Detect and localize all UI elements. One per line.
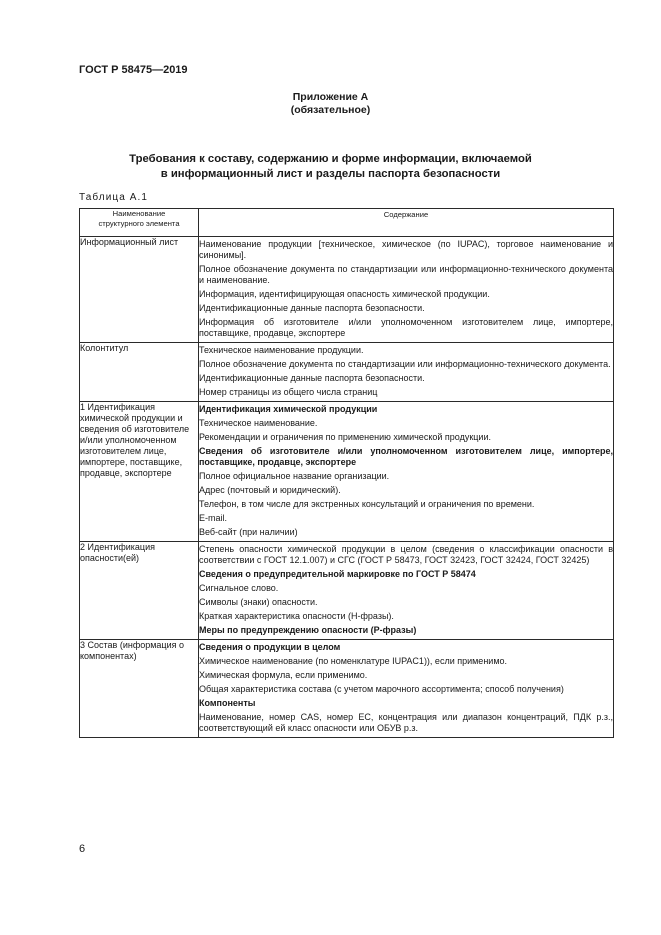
- table-body: [80, 237, 614, 738]
- appendix-title: Приложение А: [292, 91, 369, 103]
- content-subheading: Сведения о продукции в целом: [199, 642, 341, 652]
- heading-line-2: в информационный лист и разделы паспорта безопасности: [160, 168, 501, 180]
- content-line: Полное обозначение документа по стандартизации или информационно-технического документа и наименование.: [199, 264, 613, 285]
- content-subheading: Сведения об изготовителе и/или уполномоченном изготовителем лице, импортере, поставщике, продавце, экспортере: [199, 446, 613, 467]
- content-cell: [199, 402, 614, 542]
- structural-element-cell: Колонтитул: [80, 343, 199, 402]
- content-line: Рекомендации и ограничения по применению химической продукции.: [199, 432, 491, 442]
- requirements-table: [79, 208, 614, 738]
- header-col1-line2: структурного элемента: [98, 218, 180, 228]
- content-line: Информация об изготовителе и/или уполномоченном изготовителем лице, импортере, поставщике, продавце, экспортере: [199, 317, 613, 338]
- content-subheading: Идентификация химической продукции: [199, 404, 378, 414]
- table-row: [80, 343, 614, 402]
- page-number: 6: [79, 843, 86, 855]
- content-subheading: Сведения о предупредительной маркировке по ГОСТ Р 58474: [199, 569, 476, 579]
- content-line: Техническое наименование продукции.: [199, 345, 364, 355]
- heading-line-1: Требования к составу, содержанию и форме информации, включаемой: [129, 153, 532, 165]
- content-line: Информация, идентифицирующая опасность химической продукции.: [199, 289, 490, 299]
- document-code: ГОСТ Р 58475—2019: [79, 64, 188, 76]
- table-header-row: [80, 209, 614, 237]
- content-line: Сигнальное слово.: [199, 583, 279, 593]
- header-col1-line1: Наименование: [112, 209, 166, 218]
- content-line: Краткая характеристика опасности (Н-фразы).: [199, 611, 394, 621]
- section-heading: [0, 152, 661, 182]
- table-row: [80, 640, 614, 738]
- header-content: Содержание: [199, 209, 614, 237]
- content-line: Химическая формула, если применимо.: [199, 670, 368, 680]
- content-cell: [199, 640, 614, 738]
- content-line: Степень опасности химической продукции в целом (сведения о классификации опасности в соответствии с ГОСТ 12.1.007) и СГС (ГОСТ Р 58473, ГОСТ 32423, ГОСТ 32424, ГОСТ 32425): [199, 544, 613, 565]
- content-line: Идентификационные данные паспорта безопасности.: [199, 373, 425, 383]
- structural-element-cell: 1 Идентификация химической продукции и сведения об изготовителе и/или уполномоченном изготовителем лице, импортере, поставщике, продавце, экспортере: [80, 402, 199, 542]
- header-structural-element: [80, 209, 199, 237]
- content-line: Символы (знаки) опасности.: [199, 597, 318, 607]
- content-line: Химическое наименование (по номенклатуре IUPAC1)), если применимо.: [199, 656, 508, 666]
- content-line: Веб-сайт (при наличии): [199, 527, 298, 537]
- structural-element-cell: Информационный лист: [80, 237, 199, 343]
- content-line: Телефон, в том числе для экстренных консультаций и ограничения по времени.: [199, 499, 535, 509]
- content-line: Номер страницы из общего числа страниц: [199, 387, 378, 397]
- content-cell: [199, 343, 614, 402]
- content-line: Наименование, номер CAS, номер EC, концентрация или диапазон концентраций, ПДК р.з., соответствующий ей класс опасности или ОБУВ р.з.: [199, 712, 613, 733]
- table-caption: Таблица А.1: [79, 192, 149, 203]
- content-subheading: Компоненты: [199, 698, 256, 708]
- appendix-status: (обязательное): [290, 104, 371, 116]
- content-line: Полное обозначение документа по стандартизации или информационно-технического документа.: [199, 359, 611, 369]
- content-line: Идентификационные данные паспорта безопасности.: [199, 303, 425, 313]
- table-row: [80, 402, 614, 542]
- content-line: Полное официальное название организации.: [199, 471, 390, 481]
- structural-element-cell: 2 Идентификация опасности(ей): [80, 542, 199, 640]
- content-line: Наименование продукции [техническое, химическое (по IUPAC), торговое наименование и синонимы].: [199, 239, 613, 260]
- structural-element-cell: 3 Состав (информация о компонентах): [80, 640, 199, 738]
- table-row: [80, 237, 614, 343]
- content-line: Общая характеристика состава (с учетом марочного ассортимента; способ получения): [199, 684, 564, 694]
- content-cell: [199, 237, 614, 343]
- content-line: E-mail.: [199, 513, 228, 523]
- content-cell: [199, 542, 614, 640]
- content-line: Адрес (почтовый и юридический).: [199, 485, 341, 495]
- content-line: Техническое наименование.: [199, 418, 318, 428]
- table-row: [80, 542, 614, 640]
- appendix-header: [0, 91, 661, 117]
- content-subheading: Меры по предупреждению опасности (Р-фразы): [199, 625, 417, 635]
